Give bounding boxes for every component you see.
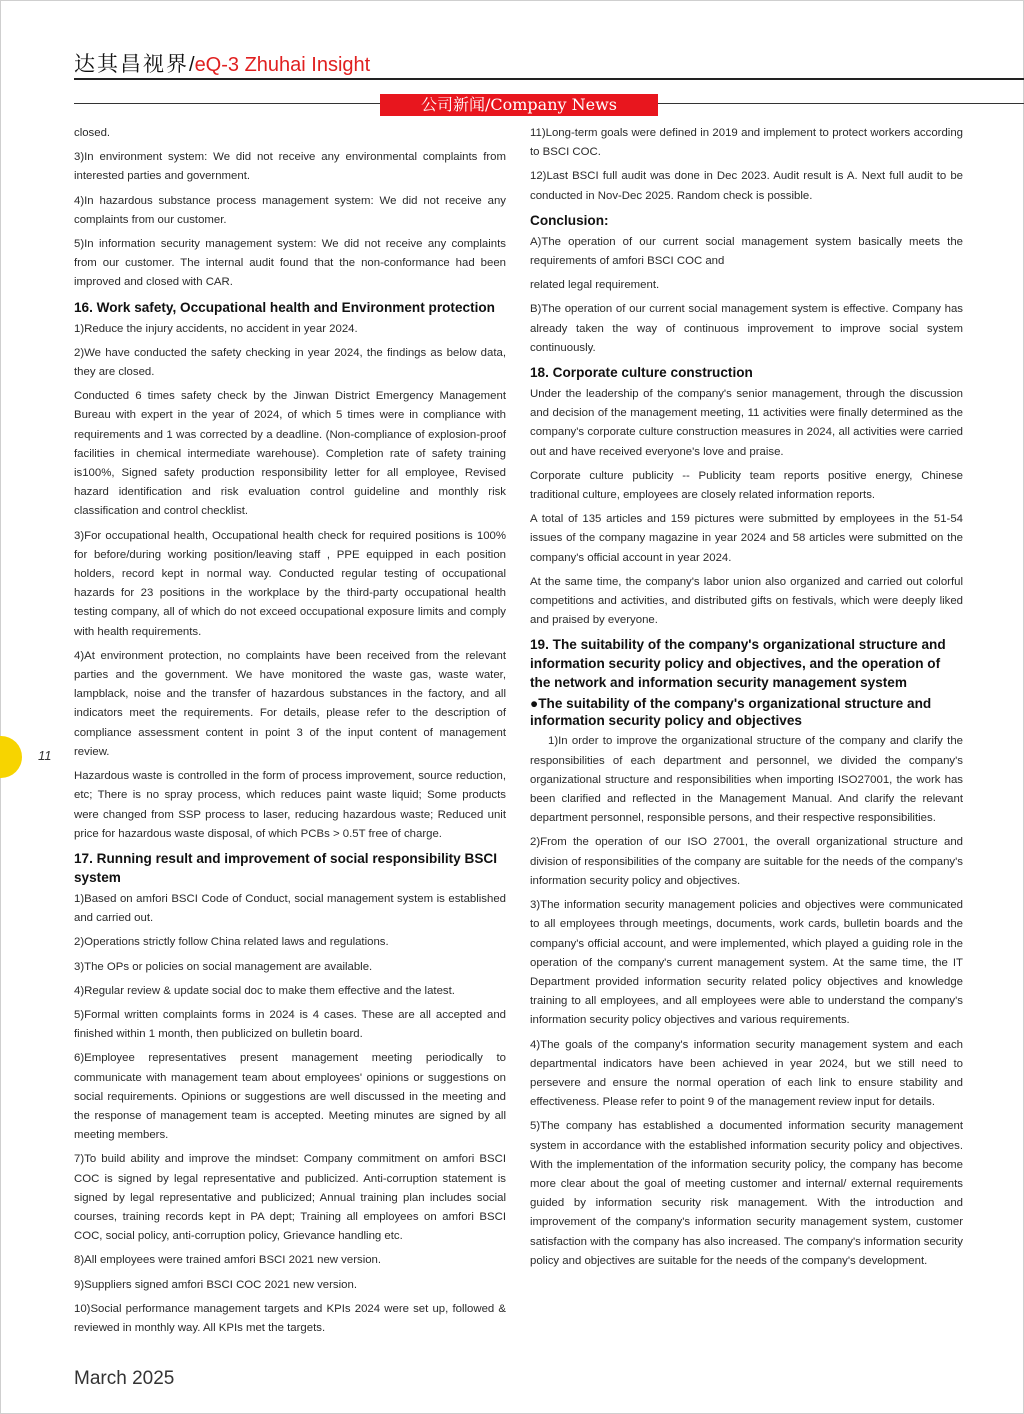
paragraph: A total of 135 articles and 159 pictures were submitted by employees in the 51-54 issues of the company magazine in year 2024 and 58 articles were submitted on the company's official account in year 2024. <box>530 513 963 564</box>
conclusion-heading: Conclusion: <box>530 212 609 228</box>
paragraph: 4)At environment protection, no complaints have been received from the relevant parties and the government. We have monitored the waste gas, waste water, lampblack, noise and the transfer of hazardous substances in the factory, and all indicators meet the requirements. For details, please refer to the description of compliance assessment content in point 3 of the input content of management review. <box>74 649 506 758</box>
paragraph: Conducted 6 times safety check by the Jinwan District Emergency Management Bureau with expert in the year of 2024, of which 5 times were in compliance with requirements and 1 was corrected by a deadline. (Non-compliance of explosion-proof facilities in chemical intermediate warehouse). Completion rate of safety training is100%, Signed safety production responsibility letter for all employee, Revised hazard identification and risk evaluation control guideline and monthly risk classification and control checklist. <box>74 390 506 518</box>
paragraph: 12)Last BSCI full audit was done in Dec 2023. Audit result is A. Next full audit to be conducted in Nov-Dec 2025. Random check is possible. <box>530 170 963 202</box>
masthead <box>74 50 370 80</box>
right-column <box>530 124 963 1276</box>
title-separator: / <box>189 54 195 76</box>
paragraph: At the same time, the company's labor union also organized and carried out colorful competitions and activities, and distributed gifts on festivals, which were deeply liked and praised by everyone. <box>530 575 963 627</box>
paragraph: 1)In order to improve the organizational structure of the company and clarify the responsibilities of each department and personnel, we divided the company's organizational structure and responsibilities when importing ISO27001, the work has been clarified and reflected in the Management Manual. And clarify the relevant department personnel, responsible persons, and their respective responsibilities. <box>530 735 963 825</box>
paragraph: 4)In hazardous substance process management system: We did not receive any complaints from our customer. <box>74 194 506 226</box>
paragraph: 2)Operations strictly follow China related laws and regulations. <box>74 936 389 949</box>
paragraph: 2)We have conducted the safety checking in year 2024, the findings as below data, they are closed. <box>74 346 506 379</box>
page-number: 11 <box>38 748 52 763</box>
paragraph: Under the leadership of the company's senior management, through the discussion and decision of the management meeting, 11 activities were finally determined as the company's corporate culture construction measures in 2024, all activities were carried out and have received everyone's love and praise. <box>530 388 963 458</box>
paragraph: 5)Formal written complaints forms in 2024 is 4 cases. These are all accepted and finished within 1 month, then publicized on bulletin board. <box>74 1008 506 1041</box>
section-heading-17: 17. Running result and improvement of social responsibility BSCI system <box>74 850 497 885</box>
paragraph: 5)In information security management system: We did not receive any complaints from our customer. The internal audit found that the non-conformance had been improved and closed with CAR. <box>74 238 506 289</box>
paragraph: related legal requirement. <box>530 279 660 292</box>
header-rule <box>74 78 1024 80</box>
paragraph: 11)Long-term goals were defined in 2019 and implement to protect workers according to BSCI COC. <box>530 127 963 159</box>
section-rule-right <box>658 103 1024 104</box>
section-label: 公司新闻/Company News <box>380 94 658 116</box>
paragraph: 6)Employee representatives present management meeting periodically to communicate with management team about employees' opinions or suggestions on social requirements. Opinions or suggestions are well discussed in the meeting and the response of management team is accepted. Meeting minutes are signed by all meeting members. <box>74 1052 506 1142</box>
paragraph: Hazardous waste is controlled in the form of process improvement, source reduction, etc; There is no spray process, which reduces paint waste liquid; Some products were changed from SSP process to laser, reducing hazardous waste; Reduced unit price for hazardous waste disposal, of which PCBs > 0.5T free of charge. <box>74 770 506 840</box>
paragraph: 5)The company has established a documented information security management system in accordance with the established information security policy and objectives. With the implementation of the information security policy, the company has become more clear about the goal of meeting customer and internal/ external requirements guided by information security risk management. With the introduction and improvement of the company's information security management system, customer satisfaction with the company has also increased. The company's information security policy and objectives are suitable for the needs of the company's development. <box>530 1120 963 1267</box>
paragraph: A)The operation of our current social management system basically meets the requirements of amfori BSCI COC and <box>530 235 963 268</box>
paragraph: 4)Regular review & update social doc to make them effective and the latest. <box>74 984 455 997</box>
left-column <box>74 124 506 1343</box>
section-heading-16: 16. Work safety, Occupational health and Environment protection <box>74 299 495 315</box>
subsection-heading-19a: ●The suitability of the company's organizational structure and information security policy and objectives <box>530 696 932 729</box>
issue-date: March 2025 <box>74 1368 175 1389</box>
paragraph: 3)For occupational health, Occupational health check for required positions is 100% for before/during working position/leaving staff , PPE equipped in each position holders, record kept in normal way. Conducted regular testing of occupational hazards for 23 positions in the workplace by the third-party occupational health testing company, all of which do not exceed occupational exposure limits and comply with health requirements. <box>74 529 506 638</box>
paragraph: 10)Social performance management targets and KPIs 2024 were set up, followed & reviewed in monthly way. All KPIs met the targets. <box>74 1302 506 1334</box>
paragraph: 9)Suppliers signed amfori BSCI COC 2021 new version. <box>74 1278 357 1291</box>
paragraph: closed. <box>74 127 111 139</box>
paragraph: Corporate culture publicity -- Publicity team reports positive energy, Chinese traditional culture, employees are closely related information reports. <box>530 469 963 502</box>
section-heading-19: 19. The suitability of the company's organizational structure and information security policy and objectives, and the operation of the network and information security management system <box>530 637 946 691</box>
paragraph: B)The operation of our current social management system is effective. Company has already taken the way of continuous improvement to improve social system continuously. <box>530 303 963 354</box>
paragraph: 3)In environment system: We did not receive any environmental complaints from interested parties and government. <box>74 151 506 183</box>
paragraph: 7)To build ability and improve the mindset: Company commitment on amfori BSCI COC is signed by legal representative and publicized. Anti-corruption statement is signed by legal representative and publicized; Annual training plan includes social courses, training records kept in PA dept; Training all employees on amfori BSCI COC, social policy, anti-corruption policy, Grievance handling etc. <box>74 1153 506 1243</box>
section-heading-18: 18. Corporate culture construction <box>530 365 753 381</box>
paragraph: 2)From the operation of our ISO 27001, the overall organizational structure and division of responsibilities of the company are suitable for the needs of the company's information security policy and objectives. <box>530 836 963 887</box>
paragraph: 3)The information security management policies and objectives were communicated to all employees through meetings, documents, work cards, bulletin boards and the company's official account, and were implemented, which played a guiding role in the operation of the company's current management system. At the same time, the IT Department provided information security related policy objectives and knowledge training to all employees, and all employees were able to understand the company's information security policy objectives and various requirements. <box>530 899 963 1027</box>
paragraph: 4)The goals of the company's information security management system and each departmental indicators have been achieved in year 2024, but we still need to persevere and ensure the normal operation of each link to ensure stability and effectiveness. Please refer to point 9 of the management review input for details. <box>530 1038 963 1109</box>
paragraph: 8)All employees were trained amfori BSCI 2021 new version. <box>74 1254 382 1267</box>
paragraph: 1)Reduce the injury accidents, no accident in year 2024. <box>74 322 358 335</box>
paragraph: 3)The OPs or policies on social management are available. <box>74 960 373 973</box>
magazine-title-cn: 达其昌视界 <box>74 52 189 76</box>
section-rule-left <box>74 103 380 104</box>
paragraph: 1)Based on amfori BSCI Code of Conduct, social management system is established and carried out. <box>74 892 506 925</box>
magazine-title-en: eQ-3 Zhuhai Insight <box>194 54 371 76</box>
